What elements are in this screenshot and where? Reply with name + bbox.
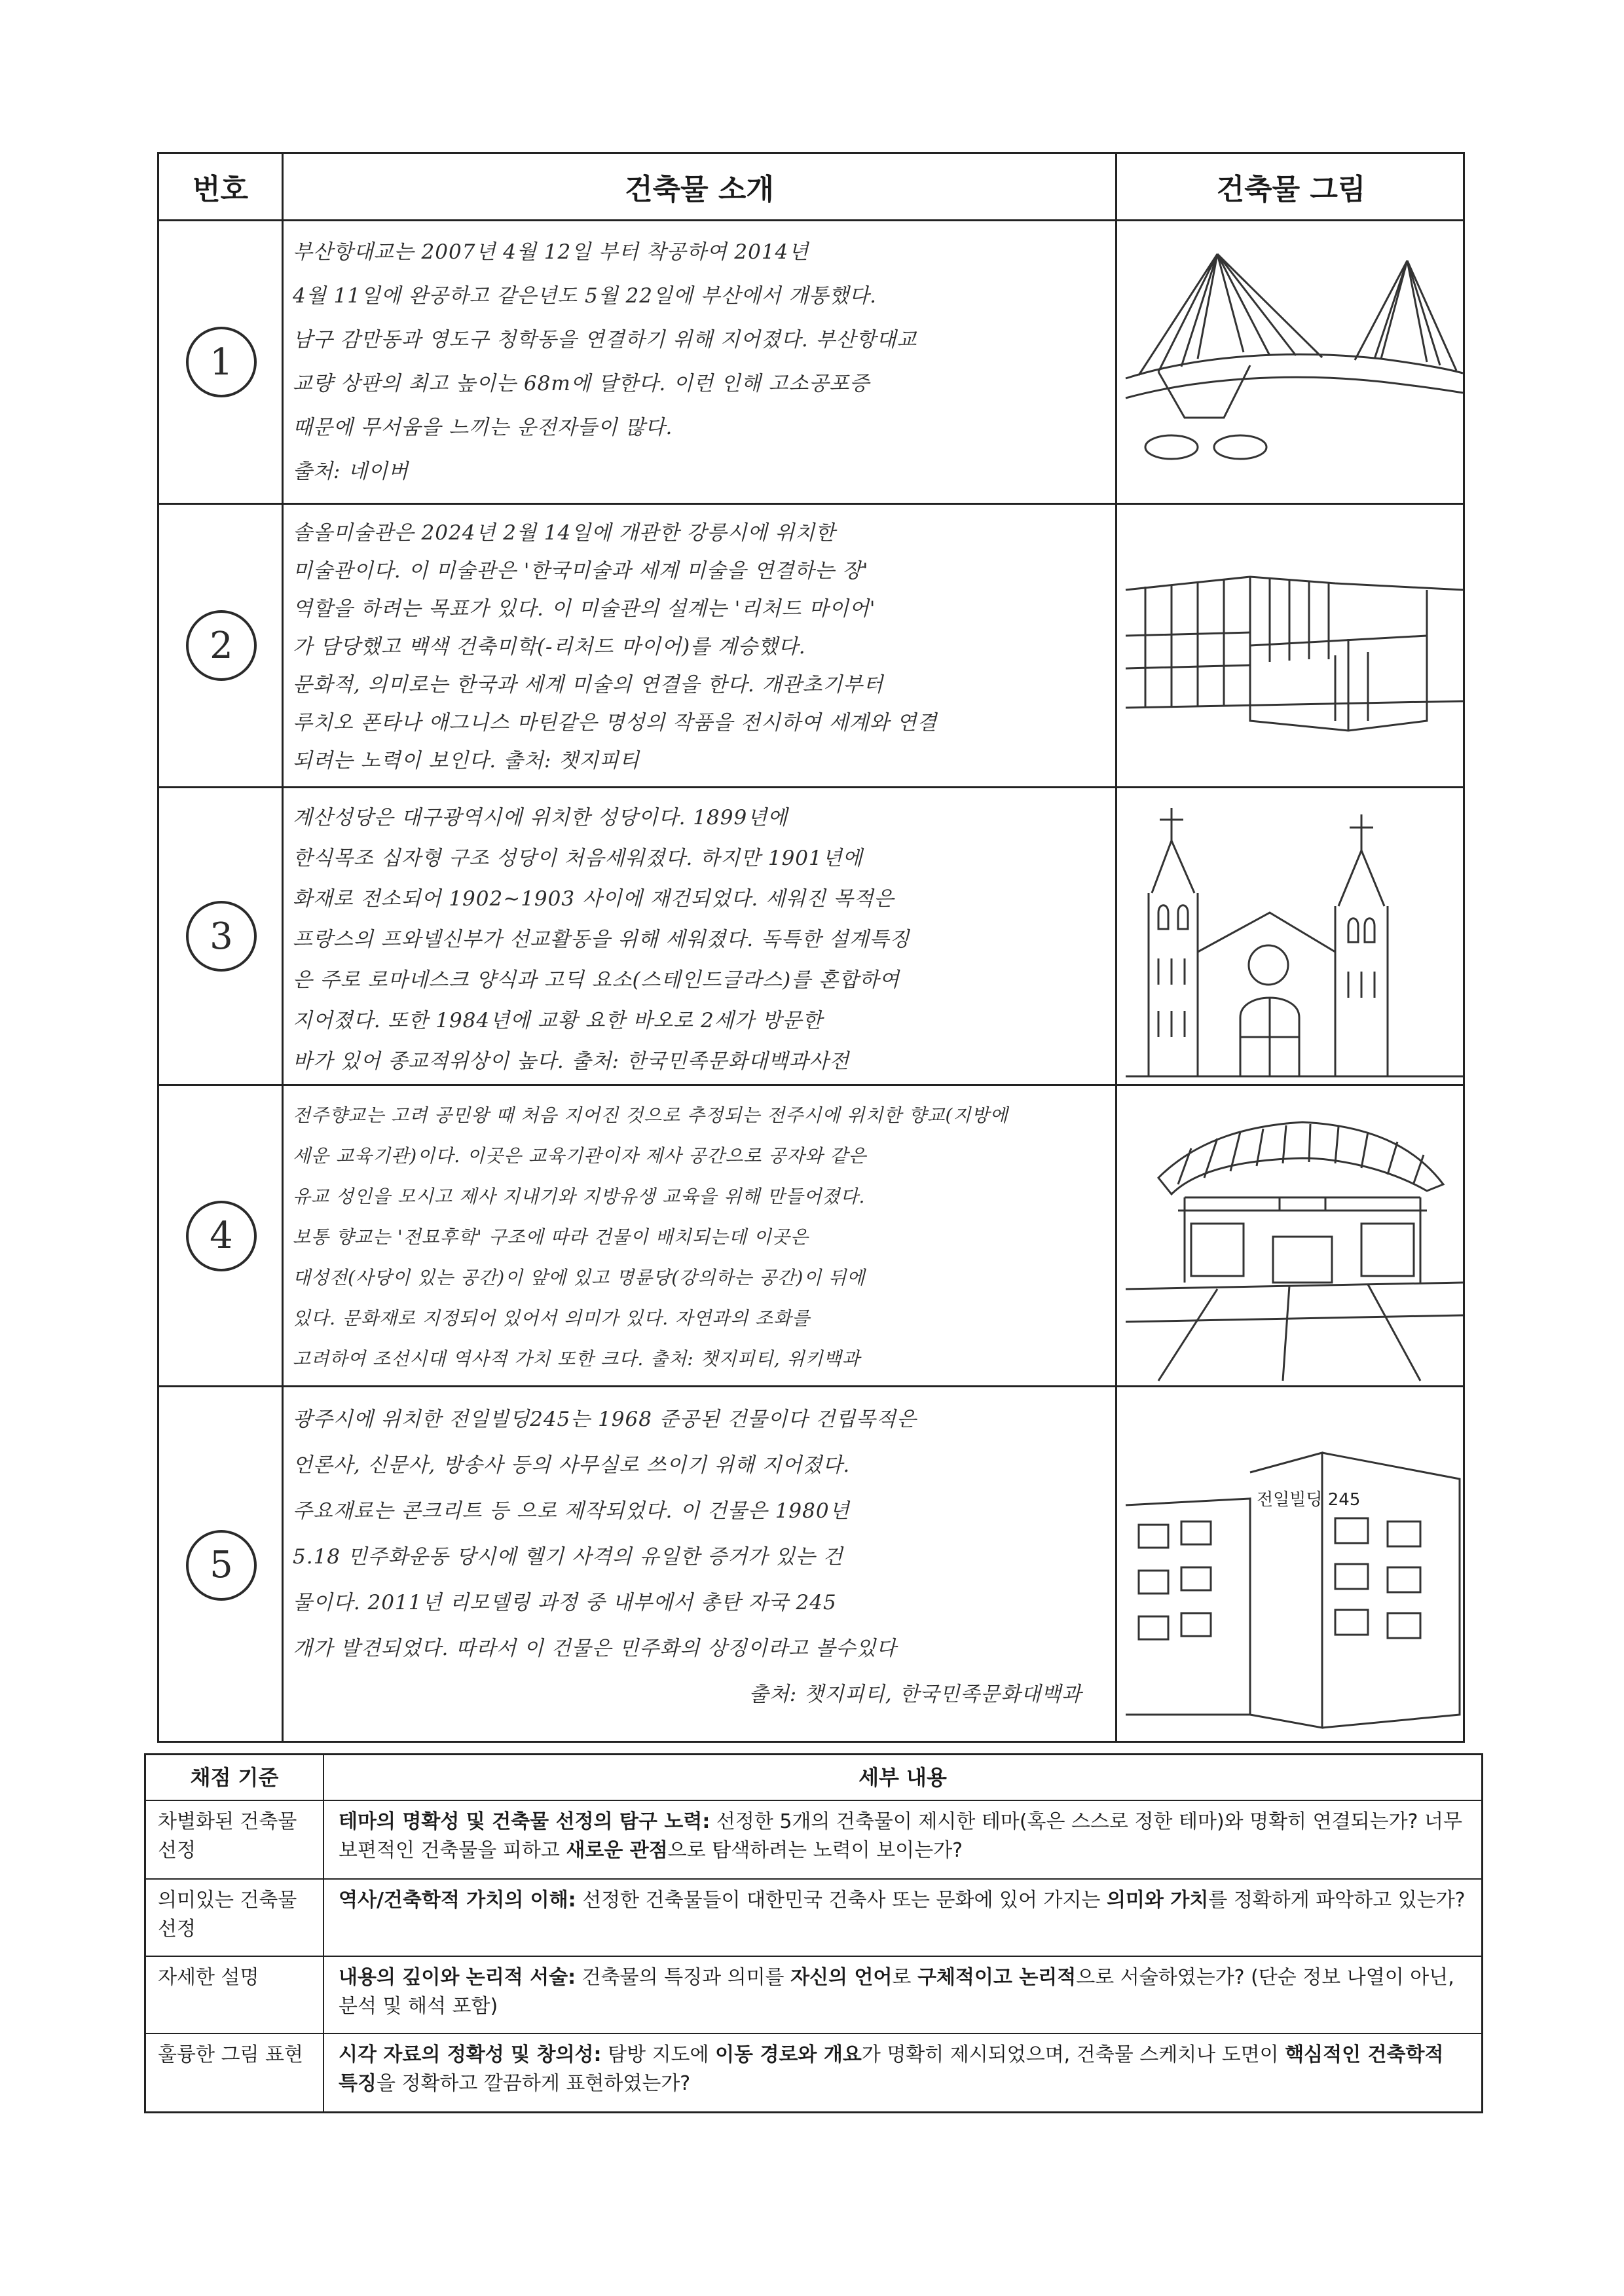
rubric-detail-text: 탐방 지도에 <box>601 2043 716 2066</box>
intro-line: 바가 있어 종교적위상이 높다. 출처: 한국민족문화대백과사전 <box>293 1049 850 1073</box>
grading-rubric-table <box>144 1753 1483 2113</box>
intro-line: 솔올미술관은 2024년 2월 14일에 개관한 강릉시에 위치한 <box>293 521 836 545</box>
intro-text <box>293 1396 1108 1738</box>
rubric-detail-bold: 시각 자료의 정확성 및 창의성: <box>339 2043 602 2066</box>
intro-line: 출처: 네이버 <box>293 460 409 483</box>
intro-line: 개가 발견되었다. 따라서 이 건물은 민주화의 상징이라고 볼수있다 <box>293 1637 897 1660</box>
header-intro: 건축물 소개 <box>625 173 774 206</box>
number-circle: 3 <box>186 901 257 972</box>
rubric-header-detail: 세부 내용 <box>858 1765 947 1790</box>
rubric-detail <box>324 1801 1481 1878</box>
rubric-criterion: 의미있는 건축물 선정 <box>146 1880 324 1956</box>
row-number <box>159 788 284 1084</box>
table-row <box>159 221 1463 503</box>
intro-line: 역할을 하려는 목표가 있다. 이 미술관의 설계는 '리처드 마이어' <box>293 597 876 621</box>
header-picture: 건축물 그림 <box>1216 173 1366 206</box>
intro-line: 부산항대교는 2007년 4월 12일 부터 착공하여 2014년 <box>293 240 809 264</box>
intro-text <box>293 1095 1108 1380</box>
intro-text <box>293 797 1108 1079</box>
rubric-row <box>146 2034 1481 2111</box>
number-circle: 2 <box>186 610 257 681</box>
intro-text <box>293 230 1108 498</box>
rubric-criterion: 훌륭한 그림 표현 <box>146 2034 324 2111</box>
number-circle: 5 <box>186 1530 257 1601</box>
intro-line: 세운 교육기관)이다. 이곳은 교육기관이자 제사 공간으로 공자와 같은 <box>293 1145 867 1167</box>
rubric-detail <box>324 1957 1481 2033</box>
intro-line: 있다. 문화재로 지정되어 있어서 의미가 있다. 자연과의 조화를 <box>293 1307 811 1329</box>
intro-line: 언론사, 신문사, 방송사 등의 사무실로 쓰이기 위해 지어졌다. <box>293 1453 851 1477</box>
intro-line: 교량 상판의 최고 높이는 68m에 달한다. 이런 인해 고소공포증 <box>293 372 870 395</box>
intro-line: 문화적, 의미로는 한국과 세계 미술의 연결을 한다. 개관초기부터 <box>293 673 884 697</box>
hyanggyo-sketch <box>1119 1086 1465 1385</box>
rubric-detail-text: 선정한 5개의 건축물이 제시한 테마(혹은 스스로 정한 테마)와 명확히 연결되는가? 너무 보편적인 건축물을 피하고 <box>339 1810 1462 1862</box>
museum-sketch <box>1119 505 1465 786</box>
row-number <box>159 221 284 503</box>
intro-line: 루치오 폰타나 애그니스 마틴같은 명성의 작품을 전시하여 세계와 연결 <box>293 711 938 735</box>
table-row <box>159 505 1463 786</box>
intro-line: 주요재료는 콘크리트 등 으로 제작되었다. 이 건물은 1980년 <box>293 1499 850 1523</box>
rubric-row <box>146 1880 1481 1957</box>
intro-line: 대성전(사당이 있는 공간)이 앞에 있고 명륜당(강의하는 공간)이 뒤에 <box>293 1267 866 1288</box>
row-number <box>159 1086 284 1385</box>
bridge-sketch <box>1119 221 1465 503</box>
rubric-detail-text: 을 정확하고 깔끔하게 표현하였는가? <box>376 2072 691 2095</box>
rubric-detail-bold: 구체적이고 논리적 <box>917 1966 1077 1989</box>
rubric-detail-text: 으로 탐색하려는 노력이 보이는가? <box>667 1839 963 1862</box>
rubric-criterion: 차별화된 건축물 선정 <box>146 1801 324 1878</box>
intro-line: 계산성당은 대구광역시에 위치한 성당이다. 1899년에 <box>293 806 788 829</box>
intro-line: 한식목조 십자형 구조 성당이 처음세워졌다. 하지만 1901년에 <box>293 847 863 870</box>
intro-line: 미술관이다. 이 미술관은 '한국미술과 세계 미술을 연결하는 장' <box>293 559 869 583</box>
intro-line: 가 담당했고 백색 건축미학(-리처드 마이어)를 계승했다. <box>293 635 806 659</box>
table-row <box>159 1387 1463 1743</box>
building-sign-text: 전일빌딩 245 <box>1257 1490 1361 1510</box>
rubric-detail-bold: 테마의 명확성 및 건축물 선정의 탐구 노력: <box>339 1810 710 1833</box>
cathedral-sketch <box>1119 788 1465 1084</box>
intro-text <box>293 514 1108 781</box>
rubric-detail-bold: 핵심적인 건축학적 특징 <box>339 2043 1444 2095</box>
intro-line: 출처: 챗지피티, 한국민족문화대백과 <box>748 1683 1082 1706</box>
rubric-detail-bold: 이동 경로와 개요 <box>715 2043 862 2066</box>
rubric-criterion: 자세한 설명 <box>146 1957 324 2033</box>
rubric-detail-text: 선정한 건축물들이 대한민국 건축사 또는 문화에 있어 가지는 <box>576 1889 1107 1912</box>
row-number <box>159 505 284 786</box>
intro-line: 지어졌다. 또한 1984년에 교황 요한 바오로 2세가 방문한 <box>293 1009 823 1032</box>
intro-line: 4월 11일에 완공하고 같은년도 5월 22일에 부산에서 개통했다. <box>293 284 877 308</box>
rubric-row <box>146 1801 1481 1880</box>
rubric-detail-bold: 의미와 가치 <box>1106 1889 1209 1912</box>
row-number <box>159 1387 284 1743</box>
intro-line: 물이다. 2011년 리모델링 과정 중 내부에서 총탄 자국 245 <box>293 1591 837 1614</box>
rubric-detail <box>324 2034 1481 2111</box>
rubric-detail-text: 로 <box>892 1966 917 1989</box>
intro-line: 남구 감만동과 영도구 청학동을 연결하기 위해 지어졌다. 부산항대교 <box>293 328 917 352</box>
intro-line: 되려는 노력이 보인다. 출처: 챗지피티 <box>293 749 640 773</box>
intro-line: 전주향교는 고려 공민왕 때 처음 지어진 것으로 추정되는 전주시에 위치한 향교(지방에 <box>293 1104 1008 1126</box>
rubric-detail <box>324 1880 1481 1956</box>
number-circle: 1 <box>186 327 257 397</box>
rubric-detail-bold: 자신의 언어 <box>790 1966 893 1989</box>
rubric-row <box>146 1957 1481 2034</box>
rubric-detail-text: 를 정확하게 파악하고 있는가? <box>1208 1889 1466 1912</box>
intro-line: 보통 향교는 '전묘후학' 구조에 따라 건물이 배치되는데 이곳은 <box>293 1226 809 1248</box>
rubric-detail-bold: 새로운 관점 <box>566 1839 668 1862</box>
table-row <box>159 788 1463 1084</box>
intro-line: 5.18 민주화운동 당시에 헬기 사격의 유일한 증거가 있는 건 <box>293 1545 843 1569</box>
number-circle: 4 <box>186 1201 257 1271</box>
rubric-detail-bold: 역사/건축학적 가치의 이해: <box>339 1889 576 1912</box>
intro-line: 프랑스의 프와넬신부가 선교활동을 위해 세워졌다. 독특한 설계특징 <box>293 928 910 951</box>
architecture-table <box>157 152 1465 1743</box>
table-row <box>159 1086 1463 1385</box>
jeonil-building-sketch <box>1119 1387 1465 1743</box>
rubric-detail-text: 건축물의 특징과 의미를 <box>576 1966 791 1989</box>
intro-line: 유교 성인을 모시고 제사 지내기와 지방유생 교육을 위해 만들어졌다. <box>293 1186 866 1207</box>
header-number: 번호 <box>192 173 248 206</box>
rubric-detail-text: 으로 서술하였는가? (단순 정보 나열이 아닌, 분석 및 해석 포함) <box>339 1966 1454 2018</box>
intro-line: 광주시에 위치한 전일빌딩245는 1968 준공된 건물이다 건립목적은 <box>293 1408 917 1431</box>
intro-line: 고려하여 조선시대 역사적 가치 또한 크다. 출처: 챗지피티, 위키백과 <box>293 1348 860 1370</box>
rubric-detail-bold: 내용의 깊이와 논리적 서술: <box>339 1966 576 1989</box>
intro-line: 때문에 무서움을 느끼는 운전자들이 많다. <box>293 416 673 439</box>
rubric-header-criterion: 채점 기준 <box>146 1755 324 1800</box>
intro-line: 은 주로 로마네스크 양식과 고딕 요소(스테인드글라스)를 혼합하여 <box>293 968 900 992</box>
rubric-header-row <box>146 1755 1481 1801</box>
intro-line: 화재로 전소되어 1902~1903 사이에 재건되었다. 세워진 목적은 <box>293 887 895 911</box>
rubric-detail-text: 가 명확히 제시되었으며, 건축물 스케치나 도면이 <box>861 2043 1285 2066</box>
